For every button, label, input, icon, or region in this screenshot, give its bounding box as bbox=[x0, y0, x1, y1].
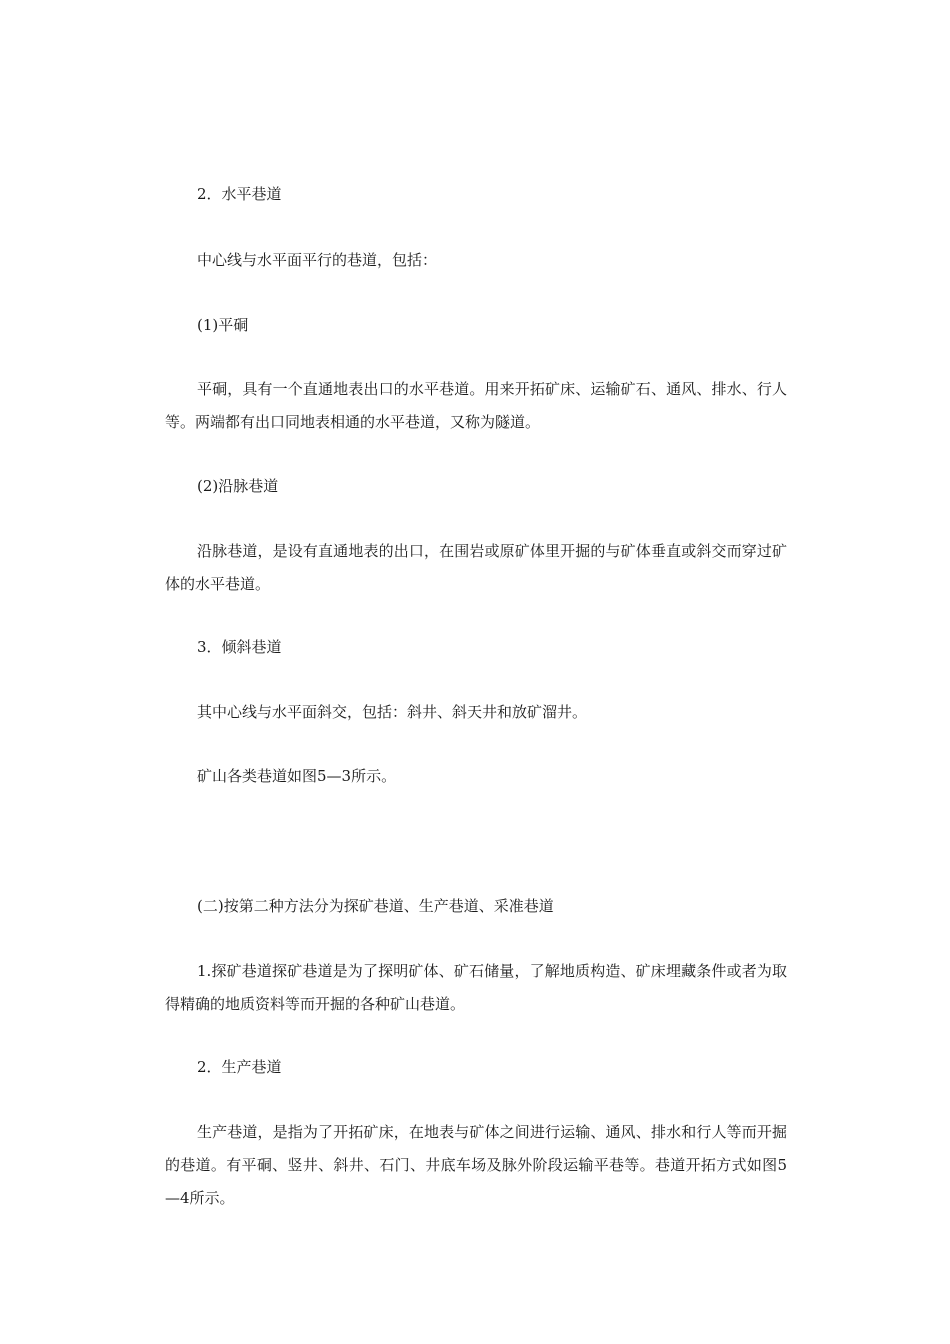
section-heading-inclined-roadway: 3．倾斜巷道 bbox=[197, 638, 282, 656]
subheading-drift: (2)沿脉巷道 bbox=[197, 477, 279, 495]
paragraph-production-roadway: 生产巷道，是指为了开拓矿床，在地表与矿体之间进行运输、通风、排水和行人等而开掘的巷道。有平硐、竖井、斜井、石门、井底车场及脉外阶段运输平巷等。巷道开拓方式如图5—4所示。 bbox=[165, 1123, 787, 1207]
subheading-adit: (1)平硐 bbox=[197, 316, 249, 334]
section-heading-second-method: (二)按第二种方法分为探矿巷道、生产巷道、采准巷道 bbox=[197, 897, 554, 915]
paragraph-figure-ref-5-3: 矿山各类巷道如图5—3所示。 bbox=[197, 767, 397, 785]
section-heading-production-roadway: 2．生产巷道 bbox=[197, 1058, 282, 1076]
paragraph-horizontal-definition: 中心线与水平面平行的巷道，包括： bbox=[197, 251, 438, 269]
section-heading-horizontal-roadway: 2．水平巷道 bbox=[197, 185, 282, 203]
paragraph-inclined-definition: 其中心线与水平面斜交，包括：斜井、斜天井和放矿溜井。 bbox=[197, 703, 588, 721]
paragraph-drift: 沿脉巷道，是设有直通地表的出口，在围岩或原矿体里开掘的与矿体垂直或斜交而穿过矿体的水平巷道。 bbox=[165, 542, 787, 593]
paragraph-adit: 平硐，具有一个直通地表出口的水平巷道。用来开拓矿床、运输矿石、通风、排水、行人等。两端都有出口同地表相通的水平巷道，又称为隧道。 bbox=[165, 380, 787, 431]
paragraph-exploration-roadway: 1.探矿巷道探矿巷道是为了探明矿体、矿石储量，了解地质构造、矿床埋藏条件或者为取得精确的地质资料等而开掘的各种矿山巷道。 bbox=[165, 962, 787, 1013]
